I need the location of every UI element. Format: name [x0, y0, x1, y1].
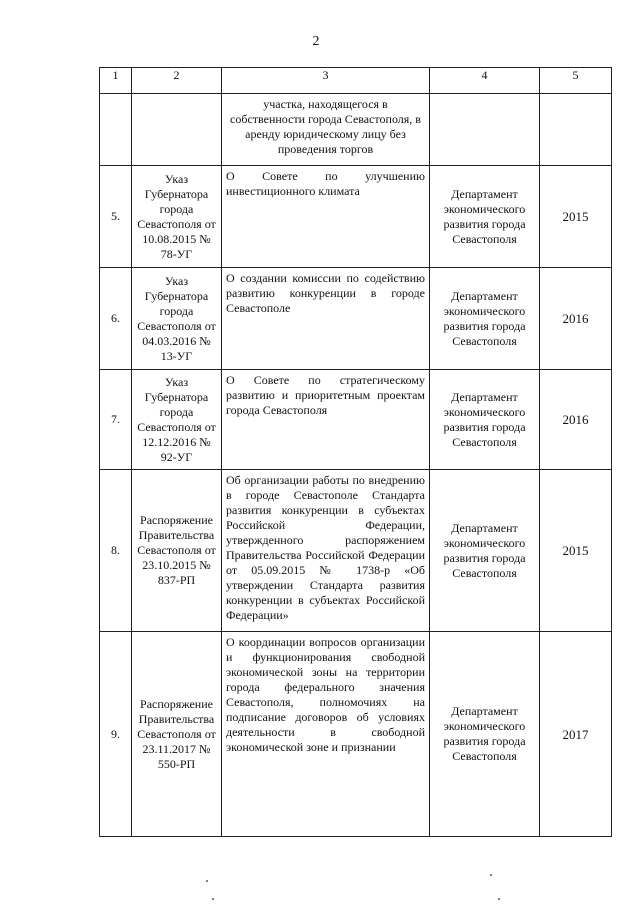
header-col-3: 3	[222, 68, 430, 94]
row-document: Распоряжение Правительства Севастополя от 23.11.2017 № 550-РП	[132, 632, 222, 837]
row-number: 7.	[100, 370, 132, 470]
row-title: О координации вопросов организации и функционирования свободной экономической зоны на территории города федерального значения Севастополя, полномочиях на подписание договоров об условиях деятельности в свободной экономической зоне и признании	[222, 632, 430, 837]
row-department: Департамент экономического развития города Севастополя	[430, 268, 540, 370]
scan-speck	[490, 874, 492, 876]
page-number: 2	[312, 34, 320, 49]
row-number: 6.	[100, 268, 132, 370]
row-number: 8.	[100, 470, 132, 632]
continuation-num	[100, 94, 132, 166]
header-col-4: 4	[430, 68, 540, 94]
continuation-title: участка, находящегося в собственности города Севастополя, в аренду юридическому лицу без проведения торгов	[222, 94, 430, 166]
row-year: 2015	[540, 166, 612, 268]
row-year: 2016	[540, 268, 612, 370]
table-row	[100, 370, 612, 470]
scan-speck	[206, 880, 208, 882]
continuation-document	[132, 94, 222, 166]
continuation-year	[540, 94, 612, 166]
row-title: О Совете по улучшению инвестиционного климата	[222, 166, 430, 268]
row-year: 2015	[540, 470, 612, 632]
row-document: Указ Губернатора города Севастополя от 12.12.2016 № 92-УГ	[132, 370, 222, 470]
continuation-row	[100, 94, 612, 166]
header-col-1: 1	[100, 68, 132, 94]
row-year: 2017	[540, 632, 612, 837]
row-department: Департамент экономического развития города Севастополя	[430, 470, 540, 632]
table-row	[100, 470, 612, 632]
row-title: О создании комиссии по содействию развитию конкуренции в городе Севастополе	[222, 268, 430, 370]
row-document: Распоряжение Правительства Севастополя от 23.10.2015 № 837-РП	[132, 470, 222, 632]
row-year: 2016	[540, 370, 612, 470]
document-table	[99, 67, 612, 837]
row-document: Указ Губернатора города Севастополя от 04.03.2016 № 13-УГ	[132, 268, 222, 370]
row-document: Указ Губернатора города Севастополя от 10.08.2015 № 78-УГ	[132, 166, 222, 268]
table-row	[100, 166, 612, 268]
scan-speck	[212, 898, 214, 900]
row-department: Департамент экономического развития города Севастополя	[430, 632, 540, 837]
row-department: Департамент экономического развития города Севастополя	[430, 370, 540, 470]
table-row	[100, 268, 612, 370]
row-number: 5.	[100, 166, 132, 268]
scan-speck	[498, 898, 500, 900]
row-department: Департамент экономического развития города Севастополя	[430, 166, 540, 268]
continuation-department	[430, 94, 540, 166]
row-title: О Совете по стратегическому развитию и приоритетным проектам города Севастополя	[222, 370, 430, 470]
row-title: Об организации работы по внедрению в городе Севастополе Стандарта развития конкуренции в субъектах Российской Федерации, утвержденного распоряжением Правительства Российской Федерации от 05.09.2015 № 1738-р «Об утверждении Стандарта развития конкуренции в субъектах Российской Федерации»	[222, 470, 430, 632]
header-col-5: 5	[540, 68, 612, 94]
header-col-2: 2	[132, 68, 222, 94]
table-header-row	[100, 68, 612, 94]
table-row	[100, 632, 612, 837]
row-number: 9.	[100, 632, 132, 837]
